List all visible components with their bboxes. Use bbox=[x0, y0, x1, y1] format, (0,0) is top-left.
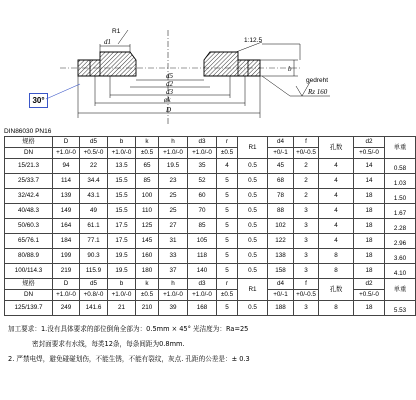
cell-d2: 18 bbox=[354, 301, 385, 316]
cell-h: 31 bbox=[159, 234, 188, 249]
cell-b: 17.5 bbox=[108, 234, 136, 249]
table-row bbox=[5, 249, 416, 264]
cell-d4: 102 bbox=[268, 219, 294, 234]
cell-d2: 18 bbox=[354, 234, 385, 249]
cell-r: 5 bbox=[217, 264, 238, 279]
cell-d5: 141.6 bbox=[80, 301, 108, 316]
cell-holes: 8 bbox=[319, 249, 354, 264]
cell-d5: 115.9 bbox=[80, 264, 108, 279]
cell-d5: 43.1 bbox=[80, 189, 108, 204]
col-header-k: k bbox=[136, 279, 159, 290]
table-row bbox=[5, 234, 416, 249]
cell-spec: 125/139.7 bbox=[5, 301, 53, 316]
cell-spec: 50/60.3 bbox=[5, 219, 53, 234]
cell-D: 94 bbox=[53, 159, 80, 174]
cell-f: 2 bbox=[294, 159, 319, 174]
col-header-d3: d3 bbox=[188, 279, 217, 290]
cell-b: 13.5 bbox=[108, 159, 136, 174]
col-header-f: f bbox=[294, 279, 319, 290]
tol-spec: DN bbox=[5, 148, 53, 159]
col-header-h: h bbox=[159, 279, 188, 290]
cell-f: 2 bbox=[294, 174, 319, 189]
tol-D: +1.0/-0 bbox=[53, 290, 80, 301]
col-header-holes: 孔数 bbox=[319, 137, 354, 159]
tol-d3: +1.0/-0 bbox=[188, 148, 217, 159]
tol-h: +1.0/-0 bbox=[159, 290, 188, 301]
cell-R1: 0.5 bbox=[238, 249, 268, 264]
d2-label: d2 bbox=[166, 80, 173, 88]
machining-notes bbox=[8, 322, 250, 367]
gedreht-label: gedreht bbox=[306, 77, 329, 84]
cell-h: 25 bbox=[159, 204, 188, 219]
cell-d4: 122 bbox=[268, 234, 294, 249]
cell-d2: 18 bbox=[354, 204, 385, 219]
cell-d3: 85 bbox=[188, 219, 217, 234]
col-header-spec: 规格 bbox=[5, 279, 53, 290]
cell-f: 3 bbox=[294, 249, 319, 264]
col-header-weight: 单重 bbox=[385, 279, 416, 301]
cell-d5: 61.1 bbox=[80, 219, 108, 234]
b-label: b bbox=[288, 65, 292, 73]
col-header-h: h bbox=[159, 137, 188, 148]
cell-spec: 100/114.3 bbox=[5, 264, 53, 279]
cell-d2: 18 bbox=[354, 189, 385, 204]
cell-r: 5 bbox=[217, 234, 238, 249]
cell-d4: 68 bbox=[268, 174, 294, 189]
cell-b: 19.5 bbox=[108, 249, 136, 264]
cell-holes: 4 bbox=[319, 219, 354, 234]
cell-b: 15.5 bbox=[108, 189, 136, 204]
angle-callout-box: 30° bbox=[29, 93, 48, 108]
col-header-d4: d4 bbox=[268, 137, 294, 148]
cell-holes: 4 bbox=[319, 204, 354, 219]
cell-k: 160 bbox=[136, 249, 159, 264]
cell-d3: 70 bbox=[188, 204, 217, 219]
cell-d4: 158 bbox=[268, 264, 294, 279]
r1-label: R1 bbox=[112, 28, 121, 35]
cell-k: 125 bbox=[136, 219, 159, 234]
table-row bbox=[5, 189, 416, 204]
table-tolerance-row bbox=[5, 148, 416, 159]
col-header-D: D bbox=[53, 137, 80, 148]
cell-spec: 15/21.3 bbox=[5, 159, 53, 174]
table-row bbox=[5, 219, 416, 234]
cell-f: 3 bbox=[294, 219, 319, 234]
cell-R1: 0.5 bbox=[238, 174, 268, 189]
cell-d3: 105 bbox=[188, 234, 217, 249]
cell-b: 15.5 bbox=[108, 204, 136, 219]
col-header-D: D bbox=[53, 279, 80, 290]
tol-d2: +0.5/-0 bbox=[354, 290, 385, 301]
cell-r: 4 bbox=[217, 159, 238, 174]
col-header-d2: d2 bbox=[354, 137, 385, 148]
cell-d5: 34.4 bbox=[80, 174, 108, 189]
cell-d3: 168 bbox=[188, 301, 217, 316]
cell-d2: 14 bbox=[354, 174, 385, 189]
col-header-b: b bbox=[108, 137, 136, 148]
cell-weight: 2.28 bbox=[385, 219, 416, 234]
cell-k: 180 bbox=[136, 264, 159, 279]
cell-R1: 0.5 bbox=[238, 264, 268, 279]
cell-D: 199 bbox=[53, 249, 80, 264]
cell-d4: 45 bbox=[268, 159, 294, 174]
cell-spec: 80/88.9 bbox=[5, 249, 53, 264]
col-header-d4: d4 bbox=[268, 279, 294, 290]
cell-holes: 4 bbox=[319, 189, 354, 204]
tol-f: +0/-0.5 bbox=[294, 290, 319, 301]
d5-label: d5 bbox=[166, 72, 173, 80]
cell-f: 3 bbox=[294, 204, 319, 219]
cell-d2: 18 bbox=[354, 264, 385, 279]
cell-holes: 4 bbox=[319, 234, 354, 249]
tol-d2: +0.5/-0 bbox=[354, 148, 385, 159]
cell-r: 5 bbox=[217, 189, 238, 204]
d3-label: d3 bbox=[166, 88, 173, 96]
table-row bbox=[5, 301, 416, 316]
tol-d3: +1.0/-0 bbox=[188, 290, 217, 301]
cell-D: 139 bbox=[53, 189, 80, 204]
cell-d4: 78 bbox=[268, 189, 294, 204]
standard-title: DIN86030 PN16 bbox=[4, 128, 52, 135]
cell-R1: 0.5 bbox=[238, 234, 268, 249]
cell-d3: 52 bbox=[188, 174, 217, 189]
col-header-d5: d5 bbox=[80, 279, 108, 290]
col-header-f: f bbox=[294, 137, 319, 148]
cell-b: 17.5 bbox=[108, 219, 136, 234]
tol-r: ±0.5 bbox=[217, 290, 238, 301]
cell-f: 3 bbox=[294, 301, 319, 316]
cell-d4: 188 bbox=[268, 301, 294, 316]
D-label: D bbox=[166, 106, 172, 114]
note-line-2: 密封面要求有水线，每类12条，每条间距为0.8mm. bbox=[32, 340, 185, 348]
cell-R1: 0.5 bbox=[238, 219, 268, 234]
cell-weight: 5.53 bbox=[385, 301, 416, 316]
cell-h: 37 bbox=[159, 264, 188, 279]
cell-r: 5 bbox=[217, 219, 238, 234]
cell-spec: 40/48.3 bbox=[5, 204, 53, 219]
cell-d3: 35 bbox=[188, 159, 217, 174]
cell-h: 19.5 bbox=[159, 159, 188, 174]
cell-d2: 18 bbox=[354, 249, 385, 264]
flange-left-section bbox=[78, 52, 136, 76]
col-header-d2: d2 bbox=[354, 279, 385, 290]
cell-d5: 77.1 bbox=[80, 234, 108, 249]
cell-weight: 4.10 bbox=[385, 264, 416, 279]
cell-r: 5 bbox=[217, 174, 238, 189]
cell-k: 210 bbox=[136, 301, 159, 316]
col-header-b: b bbox=[108, 279, 136, 290]
table-row bbox=[5, 204, 416, 219]
cell-holes: 8 bbox=[319, 301, 354, 316]
cell-k: 100 bbox=[136, 189, 159, 204]
cell-D: 184 bbox=[53, 234, 80, 249]
cell-d2: 14 bbox=[354, 159, 385, 174]
col-header-d5: d5 bbox=[80, 137, 108, 148]
cell-h: 27 bbox=[159, 219, 188, 234]
tol-d5: +0.8/-0 bbox=[80, 290, 108, 301]
tol-b: +1.0/-0 bbox=[108, 148, 136, 159]
d1-label: d1 bbox=[104, 38, 111, 46]
cell-R1: 0.5 bbox=[238, 159, 268, 174]
flange-right-section bbox=[204, 52, 260, 76]
note-line-1: 加工要求：1.没有具体要求的部位倒角全部为：0.5mm × 45° 光洁度为：Ra=25 bbox=[8, 325, 249, 333]
cell-D: 114 bbox=[53, 174, 80, 189]
cell-h: 25 bbox=[159, 189, 188, 204]
cell-R1: 0.5 bbox=[238, 301, 268, 316]
cell-b: 21 bbox=[108, 301, 136, 316]
cell-k: 145 bbox=[136, 234, 159, 249]
table-row bbox=[5, 159, 416, 174]
cell-r: 5 bbox=[217, 301, 238, 316]
cell-k: 110 bbox=[136, 204, 159, 219]
cell-h: 33 bbox=[159, 249, 188, 264]
col-header-holes: 孔数 bbox=[319, 279, 354, 301]
cell-d2: 18 bbox=[354, 219, 385, 234]
cell-b: 15.5 bbox=[108, 174, 136, 189]
tol-spec: DN bbox=[5, 290, 53, 301]
table-header-row-2 bbox=[5, 279, 416, 290]
cell-r: 5 bbox=[217, 204, 238, 219]
tol-f: +0/-0.5 bbox=[294, 148, 319, 159]
cell-f: 3 bbox=[294, 234, 319, 249]
flange-cross-section-drawing bbox=[0, 0, 400, 130]
cell-weight: 1.67 bbox=[385, 204, 416, 219]
table-row bbox=[5, 264, 416, 279]
table-tolerance-row-2 bbox=[5, 290, 416, 301]
table-row bbox=[5, 174, 416, 189]
col-header-d3: d3 bbox=[188, 137, 217, 148]
cell-k: 85 bbox=[136, 174, 159, 189]
cell-h: 23 bbox=[159, 174, 188, 189]
note-line-3: 2. 严禁电焊，避免碰碰划伤，不能生锈，不能有裂纹，灰点. 孔距的公差是：± 0.3 bbox=[8, 355, 250, 363]
tol-k: ±0.5 bbox=[136, 290, 159, 301]
flange-spec-table bbox=[4, 136, 416, 316]
cell-f: 3 bbox=[294, 264, 319, 279]
cell-holes: 8 bbox=[319, 264, 354, 279]
cell-spec: 32/42.4 bbox=[5, 189, 53, 204]
cell-spec: 65/76.1 bbox=[5, 234, 53, 249]
cell-weight: 0.58 bbox=[385, 159, 416, 174]
tol-d4: +0/-1 bbox=[268, 148, 294, 159]
cell-spec: 25/33.7 bbox=[5, 174, 53, 189]
col-header-spec: 规格 bbox=[5, 137, 53, 148]
cell-D: 149 bbox=[53, 204, 80, 219]
col-header-k: k bbox=[136, 137, 159, 148]
tol-k: ±0.5 bbox=[136, 148, 159, 159]
cell-f: 2 bbox=[294, 189, 319, 204]
tol-D: +1.0/-0 bbox=[53, 148, 80, 159]
tol-r: ±0.5 bbox=[217, 148, 238, 159]
cell-R1: 0.5 bbox=[238, 204, 268, 219]
cell-k: 65 bbox=[136, 159, 159, 174]
cell-d5: 22 bbox=[80, 159, 108, 174]
col-header-weight: 单重 bbox=[385, 137, 416, 159]
cell-weight: 1.50 bbox=[385, 189, 416, 204]
cell-D: 164 bbox=[53, 219, 80, 234]
k-label: øk bbox=[164, 96, 171, 104]
col-header-r: r bbox=[217, 137, 238, 148]
cell-r: 5 bbox=[217, 249, 238, 264]
cell-R1: 0.5 bbox=[238, 189, 268, 204]
cell-d3: 118 bbox=[188, 249, 217, 264]
col-header-r: r bbox=[217, 279, 238, 290]
col-header-R1: R1 bbox=[238, 279, 268, 301]
cell-d4: 88 bbox=[268, 204, 294, 219]
cell-d3: 60 bbox=[188, 189, 217, 204]
cell-weight: 3.60 bbox=[385, 249, 416, 264]
cell-holes: 4 bbox=[319, 159, 354, 174]
col-header-R1: R1 bbox=[238, 137, 268, 159]
cell-h: 39 bbox=[159, 301, 188, 316]
cell-d3: 140 bbox=[188, 264, 217, 279]
cell-d5: 49 bbox=[80, 204, 108, 219]
cell-D: 249 bbox=[53, 301, 80, 316]
tol-d5: +0.5/-0 bbox=[80, 148, 108, 159]
table-header-row bbox=[5, 137, 416, 148]
tol-h: +1.0/-0 bbox=[159, 148, 188, 159]
tol-b: +1.0/-0 bbox=[108, 290, 136, 301]
cell-weight: 2.96 bbox=[385, 234, 416, 249]
tol-d4: +0/-1 bbox=[268, 290, 294, 301]
cell-b: 19.5 bbox=[108, 264, 136, 279]
cell-weight: 1.03 bbox=[385, 174, 416, 189]
rz-label: Rz 160 bbox=[308, 88, 328, 96]
cell-D: 219 bbox=[53, 264, 80, 279]
taper-label: 1:12.5 bbox=[244, 37, 263, 44]
cell-holes: 4 bbox=[319, 174, 354, 189]
cell-d4: 138 bbox=[268, 249, 294, 264]
cell-d5: 90.3 bbox=[80, 249, 108, 264]
